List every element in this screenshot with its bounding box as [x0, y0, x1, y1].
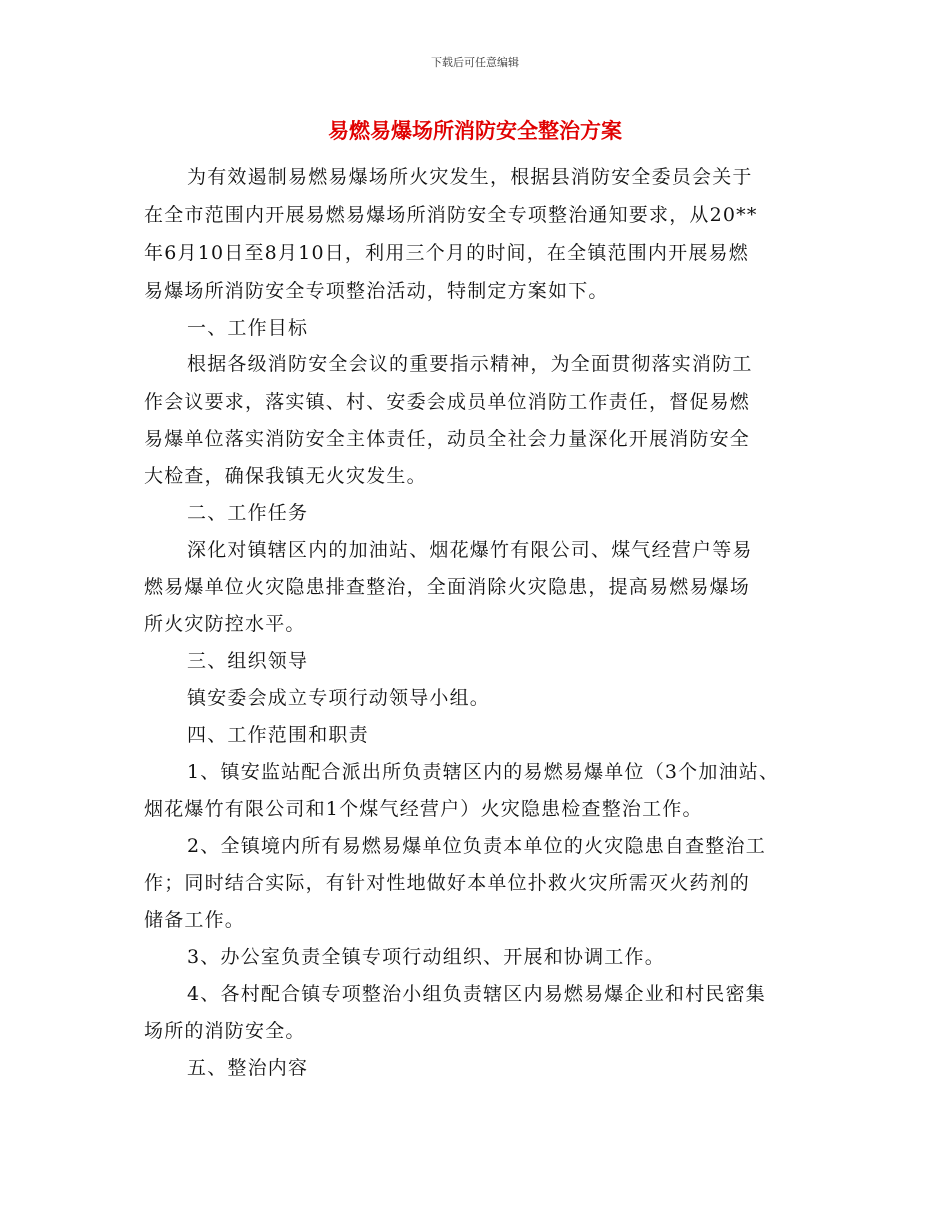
document-title: 易燃易爆场所消防安全整治方案 [328, 118, 622, 143]
section-heading: 五、整治内容 [187, 1057, 309, 1079]
section-heading: 一、工作目标 [187, 317, 309, 339]
paragraph-line: 储备工作。 [144, 909, 246, 931]
paragraph-line: 年6月10日至8月10日，利用三个月的时间，在全镇范围内开展易燃 [144, 242, 749, 264]
paragraph-line: 场所的消防安全。 [144, 1020, 306, 1042]
paragraph-line: 所火灾防控水平。 [144, 613, 306, 635]
paragraph-line: 作会议要求，落实镇、村、安委会成员单位消防工作责任，督促易燃 [144, 391, 751, 413]
section-heading: 四、工作范围和职责 [187, 724, 369, 746]
paragraph-line: 4、各村配合镇专项整治小组负责辖区内易燃易爆企业和村民密集 [187, 983, 766, 1005]
section-heading: 二、工作任务 [187, 502, 309, 524]
paragraph-line: 烟花爆竹有限公司和1个煤气经营户）火灾隐患检查整治工作。 [144, 798, 703, 820]
paragraph-line: 2、全镇境内所有易燃易爆单位负责本单位的火灾隐患自查整治工 [187, 835, 766, 857]
paragraph-line: 大检查，确保我镇无火灾发生。 [144, 465, 427, 487]
paragraph-line: 1、镇安监站配合派出所负责辖区内的易燃易爆单位（3个加油站、 [187, 761, 780, 783]
paragraph-line: 3、办公室负责全镇专项行动组织、开展和协调工作。 [187, 946, 665, 968]
section-heading: 三、组织领导 [187, 650, 309, 672]
paragraph-line: 易爆场所消防安全专项整治活动，特制定方案如下。 [144, 280, 609, 302]
header-note: 下载后可任意编辑 [431, 56, 519, 69]
paragraph-line: 易爆单位落实消防安全主体责任，动员全社会力量深化开展消防安全 [144, 428, 751, 450]
paragraph-line: 燃易爆单位火灾隐患排查整治，全面消除火灾隐患，提高易燃易爆场 [144, 576, 751, 598]
paragraph-line: 镇安委会成立专项行动领导小组。 [187, 687, 491, 709]
paragraph-line: 根据各级消防安全会议的重要指示精神，为全面贯彻落实消防工 [187, 353, 753, 375]
paragraph-line: 为有效遏制易燃易爆场所火灾发生，根据县消防安全委员会关于 [187, 166, 753, 188]
paragraph-line: 深化对镇辖区内的加油站、烟花爆竹有限公司、煤气经营户等易 [187, 539, 753, 561]
paragraph-line: 作；同时结合实际，有针对性地做好本单位扑救火灾所需灭火药剂的 [144, 872, 751, 894]
paragraph-line: 在全市范围内开展易燃易爆场所消防安全专项整治通知要求，从20** [144, 204, 758, 226]
